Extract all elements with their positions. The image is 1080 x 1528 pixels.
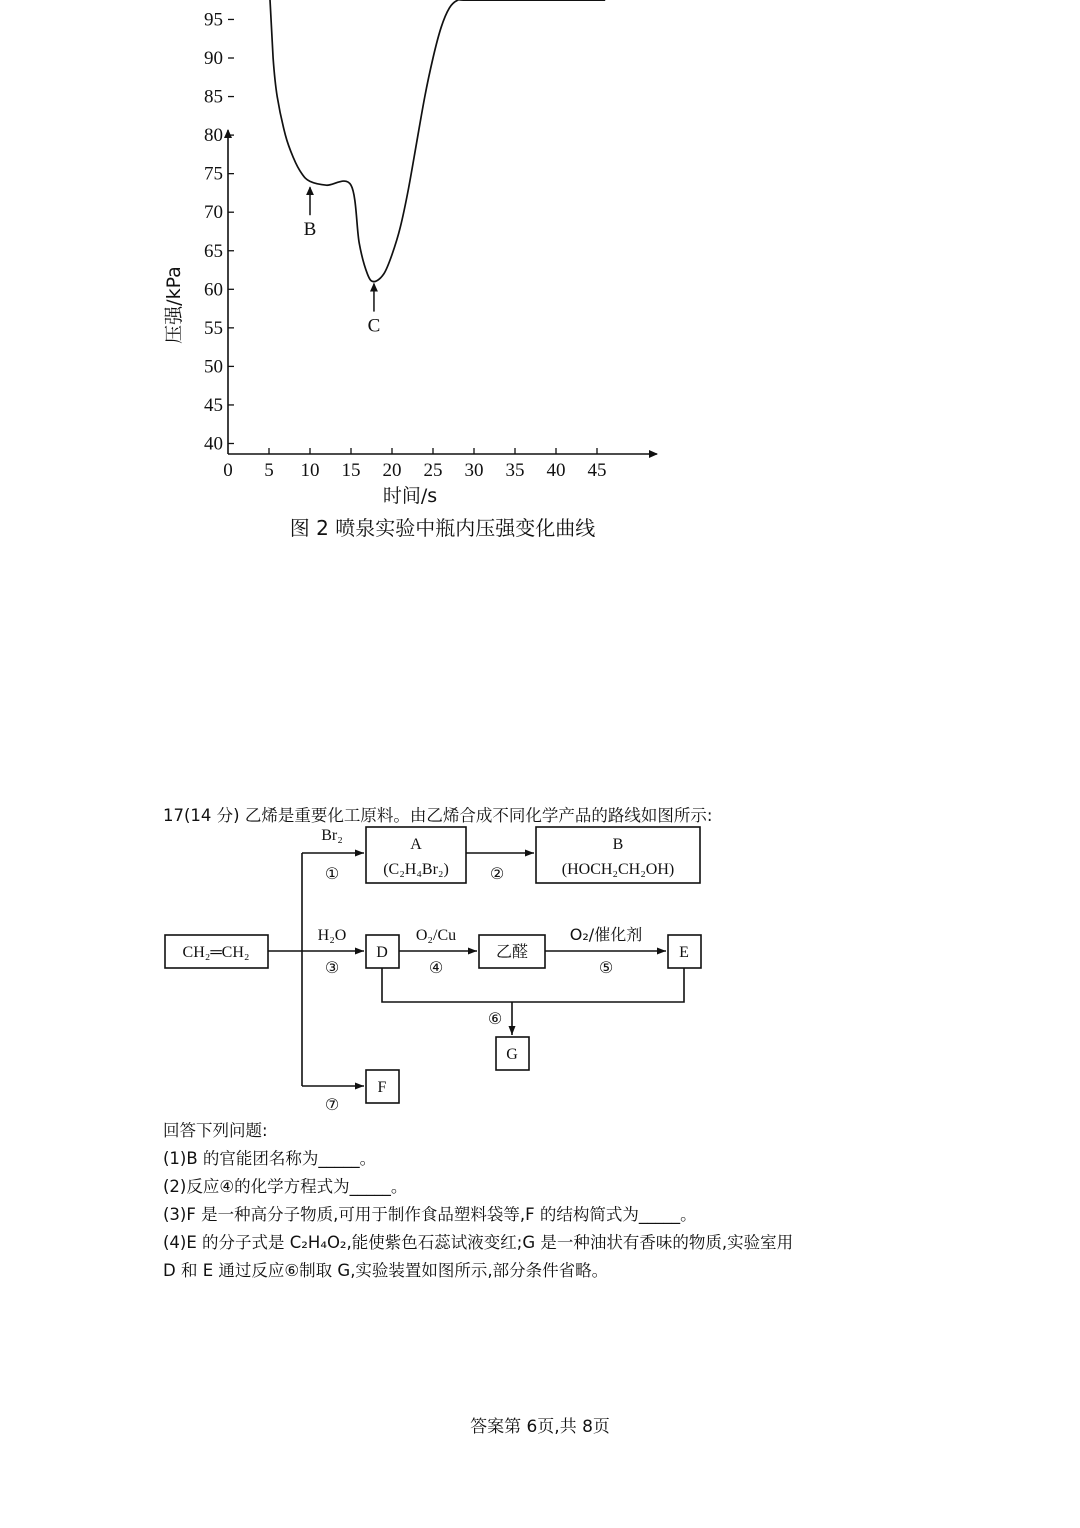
question-item-3: (3)F 是一种高分子物质,可用于制作食品塑料袋等,F 的结构简式为_____。 — [163, 1205, 697, 1224]
y-tick-label: 65 — [204, 240, 223, 262]
step-6: ⑥ — [487, 1009, 503, 1028]
x-tick-label: 0 — [223, 460, 233, 481]
x-tick-label: 35 — [505, 460, 525, 481]
x-tick-label: 15 — [341, 460, 361, 481]
reagent-o2-catalyst: O₂/催化剂 — [569, 925, 643, 944]
step-3: ③ — [324, 958, 340, 977]
annotation-label: C — [367, 315, 381, 337]
x-tick-label: 40 — [546, 460, 566, 481]
y-tick-label: 45 — [204, 394, 223, 416]
x-tick-label: 25 — [423, 460, 443, 481]
step-5: ⑤ — [598, 958, 614, 977]
step-7: ⑦ — [324, 1095, 340, 1114]
box-b-label: B — [612, 836, 624, 853]
page-footer: 答案第 6页,共 8页 — [470, 1417, 610, 1437]
question-item-4-cont: D 和 E 通过反应⑥制取 G,实验装置如图所示,部分条件省略。 — [163, 1261, 609, 1280]
box-a-formula: (C₂H₄Br₂) — [383, 861, 449, 878]
x-axis-label: 时间/s — [382, 485, 438, 507]
box-acetaldehyde-label: 乙醛 — [495, 942, 529, 961]
y-tick-label: 80 — [204, 125, 223, 147]
box-e-label: E — [679, 944, 689, 961]
x-tick-label: 20 — [382, 460, 402, 481]
ethylene-formula: CH₂═CH₂ — [182, 944, 250, 961]
x-tick-label: 30 — [464, 460, 484, 481]
y-tick-label: 60 — [204, 279, 223, 301]
step-1: ① — [324, 864, 340, 883]
reagent-br2: Br₂ — [321, 827, 343, 844]
question-item-1: (1)B 的官能团名称为_____。 — [163, 1149, 377, 1168]
y-tick-label: 55 — [204, 317, 223, 339]
y-tick-label: 90 — [204, 48, 223, 69]
y-axis-label: 压强/kPa — [163, 266, 185, 344]
y-tick-label: 95 — [204, 9, 223, 31]
x-tick-label: 45 — [587, 460, 607, 481]
step-2: ② — [489, 864, 505, 883]
y-tick-label: 75 — [204, 163, 223, 185]
line-d-down — [382, 968, 684, 1002]
question-list — [163, 1117, 923, 1285]
question-prompt: 回答下列问题: — [163, 1121, 268, 1140]
annotation-label: B — [303, 219, 317, 241]
y-tick-label: 85 — [204, 86, 223, 108]
question-item-2: (2)反应④的化学方程式为_____。 — [163, 1177, 408, 1196]
question-item-4: (4)E 的分子式是 C₂H₄O₂,能使紫色石蕊试液变红;G 是一种油状有香味的物质,实验室用 — [163, 1233, 794, 1252]
step-4: ④ — [428, 958, 444, 977]
x-tick-label: 5 — [264, 460, 274, 481]
reagent-h2o: H₂O — [317, 927, 347, 944]
box-f-label: F — [377, 1079, 387, 1096]
figure-caption: 图 2 喷泉实验中瓶内压强变化曲线 — [289, 516, 596, 540]
question-header: 17(14 分) 乙烯是重要化工原料。由乙烯合成不同化学产品的路线如图所示: — [163, 806, 713, 825]
y-tick-label: 40 — [204, 433, 223, 455]
y-tick-label: 50 — [204, 356, 223, 378]
box-g-label: G — [506, 1046, 518, 1063]
box-d-label: D — [376, 944, 388, 961]
box-b-formula: (HOCH₂CH₂OH) — [561, 861, 675, 878]
x-tick-label: 10 — [300, 460, 320, 481]
reagent-o2-cu: O₂/Cu — [415, 927, 457, 944]
y-tick-label: 70 — [204, 202, 223, 224]
box-a-label: A — [410, 836, 422, 853]
